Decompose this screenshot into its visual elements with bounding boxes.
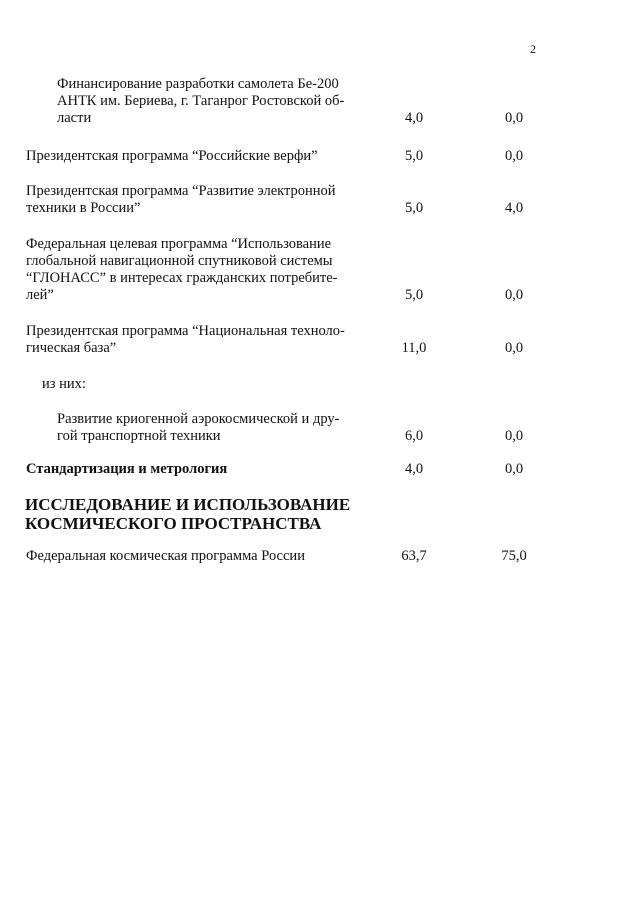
row-label-line: Финансирование разработки самолета Бе-200 — [57, 76, 339, 92]
row-label — [26, 183, 366, 217]
table-row-cryogenic — [0, 411, 640, 445]
row-label — [26, 461, 366, 478]
value-col-1: 63,7 — [401, 548, 427, 564]
row-label — [57, 76, 367, 127]
value-col-2: 0,0 — [504, 148, 524, 164]
value-col-1: 6,0 — [404, 428, 424, 444]
table-row-shipyards — [0, 148, 640, 165]
row-label-line: Президентская программа “Национальная техноло- — [26, 323, 345, 339]
value-col-2: 0,0 — [504, 110, 524, 126]
table-row-of-which — [0, 376, 640, 393]
row-label-line: из них: — [42, 376, 86, 392]
value-col-2: 0,0 — [504, 461, 524, 477]
page-number: 2 — [530, 42, 536, 56]
value-col-1: 5,0 — [404, 287, 424, 303]
value-col-1: 11,0 — [401, 340, 427, 356]
value-col-1: 4,0 — [404, 110, 424, 126]
row-label-line: Стандартизация и метрология — [26, 461, 228, 477]
row-label-line: АНТК им. Бериева, г. Таганрог Ростовской об- — [57, 93, 345, 109]
row-label-line: лей” — [26, 287, 54, 303]
row-label-line: техники в России” — [26, 200, 141, 216]
row-label-line: Президентская программа “Российские верфи” — [26, 148, 318, 164]
row-label — [26, 323, 366, 357]
table-row-tech-base — [0, 323, 640, 357]
table-row-standardization — [0, 461, 640, 478]
section-heading — [25, 495, 350, 533]
value-col-2: 0,0 — [504, 340, 524, 356]
row-label-line: Президентская программа “Развитие электронной — [26, 183, 336, 199]
value-col-1: 5,0 — [404, 148, 424, 164]
row-label-line: гой транспортной техники — [57, 428, 221, 444]
value-col-2: 4,0 — [504, 200, 524, 216]
table-row-space-program — [0, 548, 640, 565]
row-label — [26, 236, 366, 304]
row-label-line: глобальной навигационной спутниковой системы — [26, 253, 333, 269]
row-label-line: Федеральная целевая программа “Использование — [26, 236, 332, 252]
table-row-glonass — [0, 236, 640, 304]
value-col-2: 0,0 — [504, 287, 524, 303]
table-row-electronics — [0, 183, 640, 217]
row-label-line: “ГЛОНАСС” в интересах гражданских потребите- — [26, 270, 338, 286]
row-label — [26, 148, 366, 165]
table-row-be200 — [0, 76, 640, 127]
row-label-line: Федеральная космическая программа России — [26, 548, 305, 564]
value-col-2: 0,0 — [504, 428, 524, 444]
section-heading-line: КОСМИЧЕСКОГО ПРОСТРАНСТВА — [25, 514, 322, 533]
row-label-line: гическая база” — [26, 340, 117, 356]
row-label-line: ласти — [57, 110, 92, 126]
value-col-1: 4,0 — [404, 461, 424, 477]
value-col-1: 5,0 — [404, 200, 424, 216]
row-label-line: Развитие криогенной аэрокосмической и дру- — [57, 411, 340, 427]
row-label — [57, 411, 367, 445]
section-heading-line: ИССЛЕДОВАНИЕ И ИСПОЛЬЗОВАНИЕ — [25, 495, 351, 514]
row-label — [42, 376, 382, 393]
value-col-2: 75,0 — [501, 548, 527, 564]
row-label — [26, 548, 366, 565]
